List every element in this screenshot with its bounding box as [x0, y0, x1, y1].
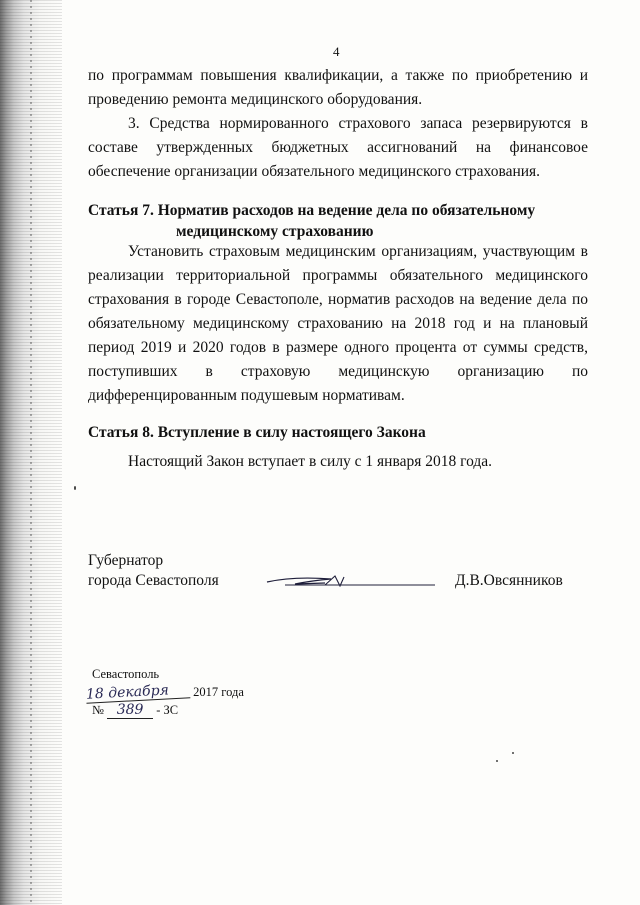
article-7-heading-line2: медицинскому страхованию [176, 223, 374, 240]
number-sign: № [92, 703, 104, 717]
article-8-body: Настоящий Закон вступает в силу с 1 января 2018 года. [128, 453, 493, 470]
stamp-city: Севастополь [92, 667, 160, 681]
handwritten-signature [265, 575, 435, 587]
stamp-year: 2017 года [193, 685, 244, 699]
stamp-number [92, 702, 178, 719]
signatory-title [88, 551, 219, 591]
article-7-heading [88, 200, 608, 242]
article-8-heading: Статья 8. Вступление в силу настоящего Закона [88, 424, 426, 441]
article-7-body: Установить страховым медицинским организациям, участвующим в реализации территориальной программы обязательного медицинского страхования в городе Севастополе, норматив расходов на ведение дела по обязательному медицинскому страхованию на 2018 год и на плановый период 2019 и 2020 годов в размере одного процента от суммы средств, поступивших в страховую медицинскую организацию по дифференцированным подушевым нормативам. [88, 243, 588, 404]
paragraph-continuation: по программам повышения квалификации, а также по приобретению и проведению ремонта медицинского оборудования. [88, 67, 588, 108]
paragraph-reserve-funds: 3. Средства нормированного страхового запаса резервируются в составе утвержденных бюджетных ассигнований на финансовое обеспечение организации обязательного медицинского страхования. [88, 115, 588, 180]
scan-binding-edge [0, 0, 62, 905]
signatory-title-line1: Губернатор [88, 552, 164, 569]
article-7-heading-line1: Статья 7. Норматив расходов на ведение дела по обязательному [88, 202, 536, 219]
handwritten-number: 389 [107, 702, 153, 719]
stamp-date [86, 684, 244, 701]
signatory-title-line2: города Севастополя [88, 572, 219, 589]
handwritten-date: 18 декабря [86, 681, 191, 703]
scan-speck [496, 760, 498, 762]
number-suffix: - ЗС [156, 703, 179, 717]
page-number: 4 [333, 44, 340, 59]
scan-speck [74, 486, 76, 490]
signatory-name: Д.В.Овсянников [455, 572, 563, 589]
scan-speck [512, 752, 514, 754]
